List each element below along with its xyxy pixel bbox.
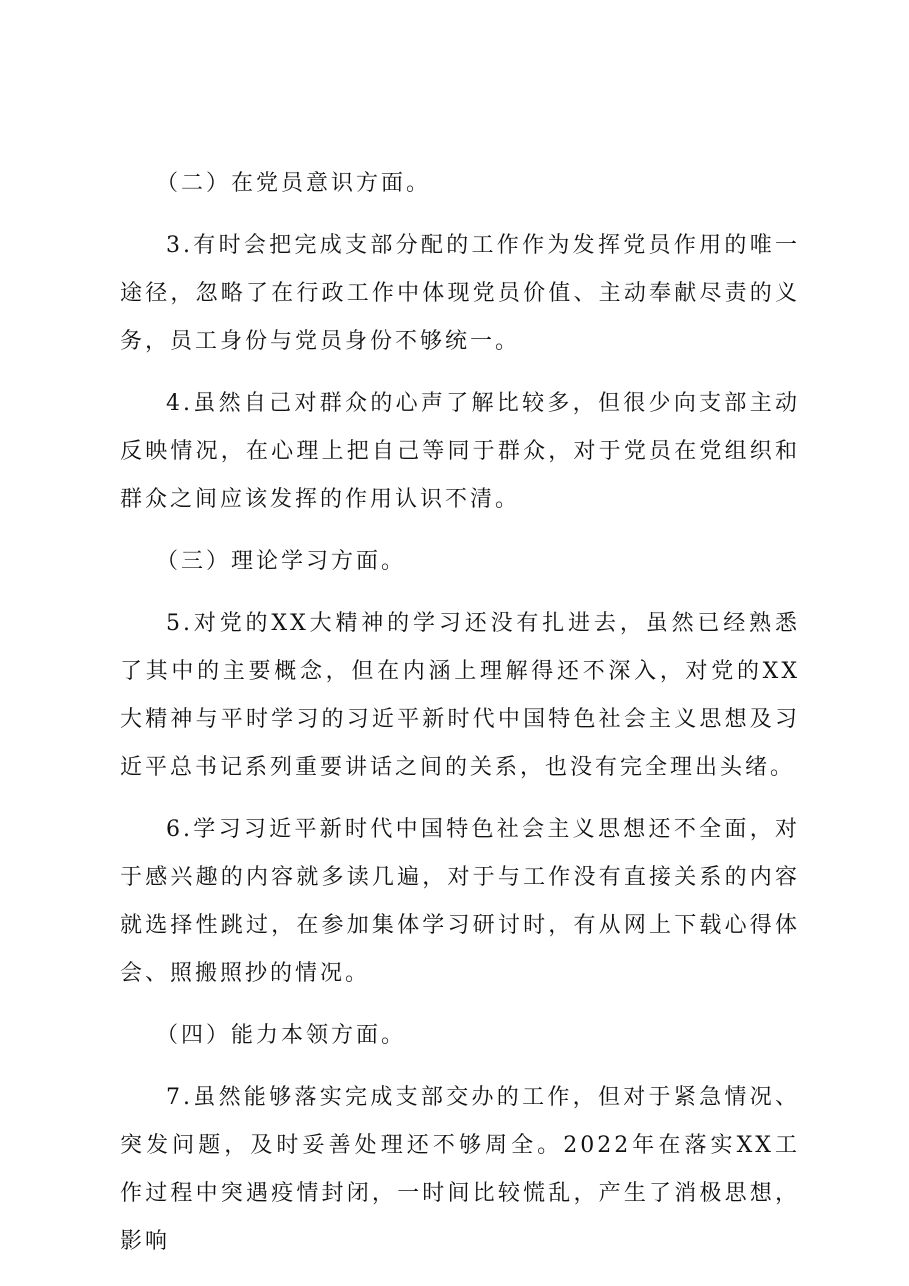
paragraph-4: 4.虽然自己对群众的心声了解比较多，但很少向支部主动反映情况，在心理上把自己等同于群众，对于党员在党组织和群众之间应该发挥的作用认识不清。 [120, 391, 800, 512]
spacer [120, 998, 800, 1012]
spacer [120, 208, 800, 222]
document-body [120, 160, 800, 1266]
section-heading-3: （三）理论学习方面。 [156, 549, 407, 574]
spacer [120, 586, 800, 600]
spacer [120, 366, 800, 380]
section-heading-4: （四）能力本领方面。 [156, 1023, 407, 1048]
section-heading-2: （二）在党员意识方面。 [156, 171, 432, 196]
spacer [120, 792, 800, 806]
paragraph-7: 7.虽然能够落实完成支部交办的工作，但对于紧急情况、突发问题，及时妥善处理还不够周全。2022年在落实XX工作过程中突遇疫情封闭，一时间比较慌乱，产生了消极思想，影响 [120, 1085, 800, 1254]
spacer [120, 524, 800, 538]
paragraph-5: 5.对党的XX大精神的学习还没有扎进去，虽然已经熟悉了其中的主要概念，但在内涵上理解得还不深入，对党的XX大精神与平时学习的习近平新时代中国特色社会主义思想及习近平总书记系列重要讲话之间的关系，也没有完全理出头绪。 [120, 611, 800, 780]
paragraph-3: 3.有时会把完成支部分配的工作作为发挥党员作用的唯一途径，忽略了在行政工作中体现党员价值、主动奉献尽责的义务，员工身份与党员身份不够统一。 [120, 233, 800, 354]
paragraph-6: 6.学习习近平新时代中国特色社会主义思想还不全面，对于感兴趣的内容就多读几遍，对于与工作没有直接关系的内容就选择性跳过，在参加集体学习研讨时，有从网上下载心得体会、照搬照抄的情况。 [120, 817, 800, 986]
spacer [120, 1060, 800, 1074]
